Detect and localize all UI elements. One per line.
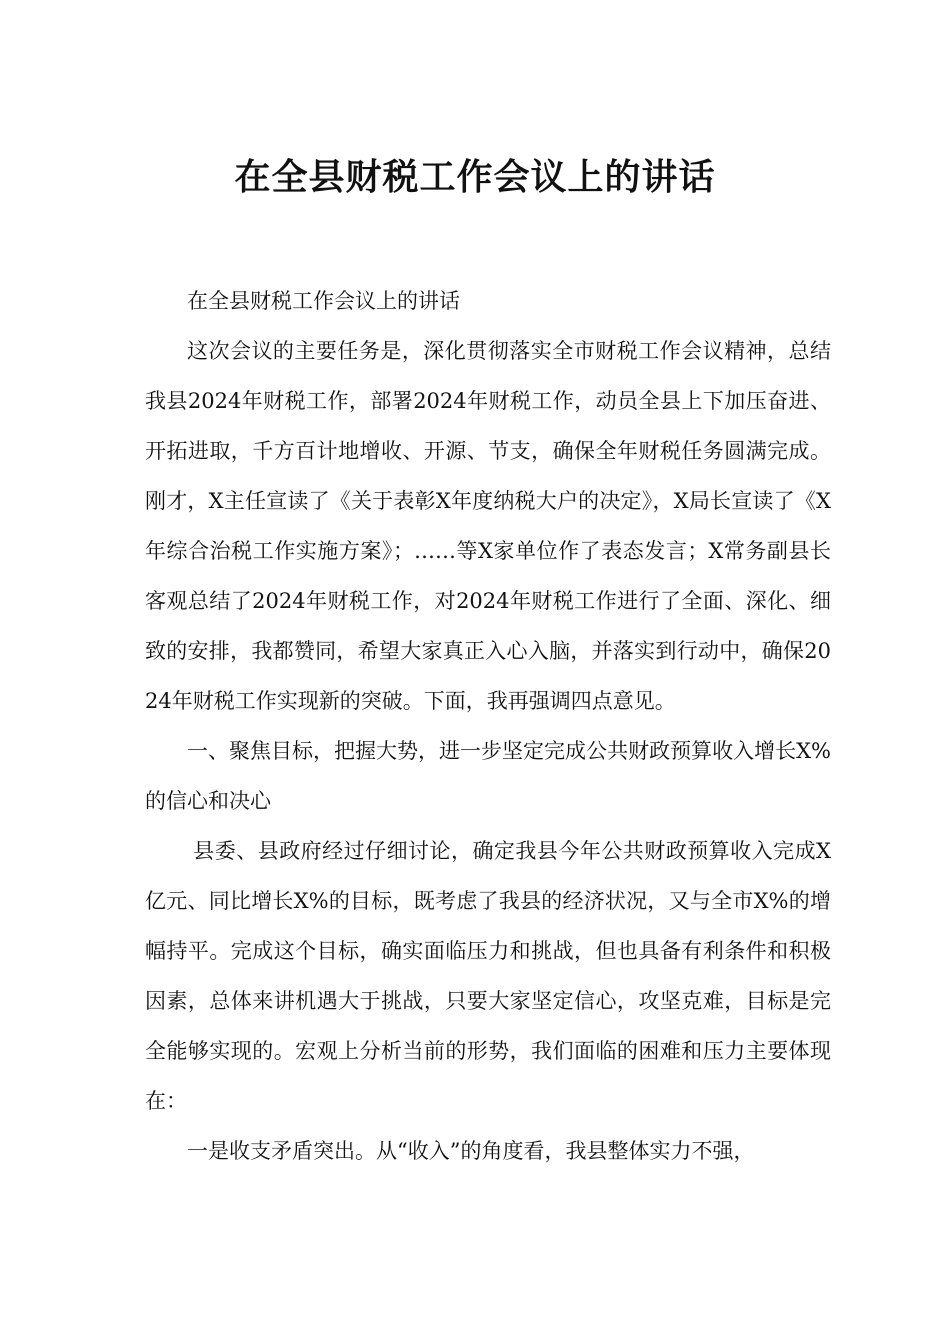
- paragraph-introduction: 这次会议的主要任务是，深化贯彻落实全市财税工作会议精神，总结我县2024年财税工作，部署2024年财税工作，动员全县上下加压奋进、开拓进取，千方百计地增收、开源、节支，确保全年财税任务圆满完成。刚才，X主任宣读了《关于表彰X年度纳税大户的决定》，X局长宣读了《X年综合治税工作实施方案》；……等X家单位作了表态发言；X常务副县长客观总结了2024年财税工作，对2024年财税工作进行了全面、深化、细致的安排，我都赞同，希望大家真正入心入脑，并落实到行动中，确保2024年财税工作实现新的突破。下面，我再强调四点意见。: [145, 339, 831, 713]
- section-heading-one: 一、聚焦目标，把握大势，进一步坚定完成公共财政预算收入增长X%的信心和决心: [145, 739, 831, 813]
- document-title: 在全县财税工作会议上的讲话: [234, 157, 716, 199]
- document-body: [145, 276, 831, 1176]
- paragraph-heading: 在全县财税工作会议上的讲话: [187, 289, 460, 313]
- paragraph-point-one: 一是收支矛盾突出。从“收入”的角度看，我县整体实力不强，: [187, 1139, 755, 1163]
- paragraph-target-analysis: 县委、县政府经过仔细讨论，确定我县今年公共财政预算收入完成X亿元、同比增长X%的目标，既考虑了我县的经济状况，又与全市X%的增幅持平。完成这个目标，确实面临压力和挑战，但也具备有利条件和积极因素，总体来讲机遇大于挑战，只要大家坚定信心，攻坚克难，目标是完全能够实现的。宏观上分析当前的形势，我们面临的困难和压力主要体现在：: [145, 839, 831, 1113]
